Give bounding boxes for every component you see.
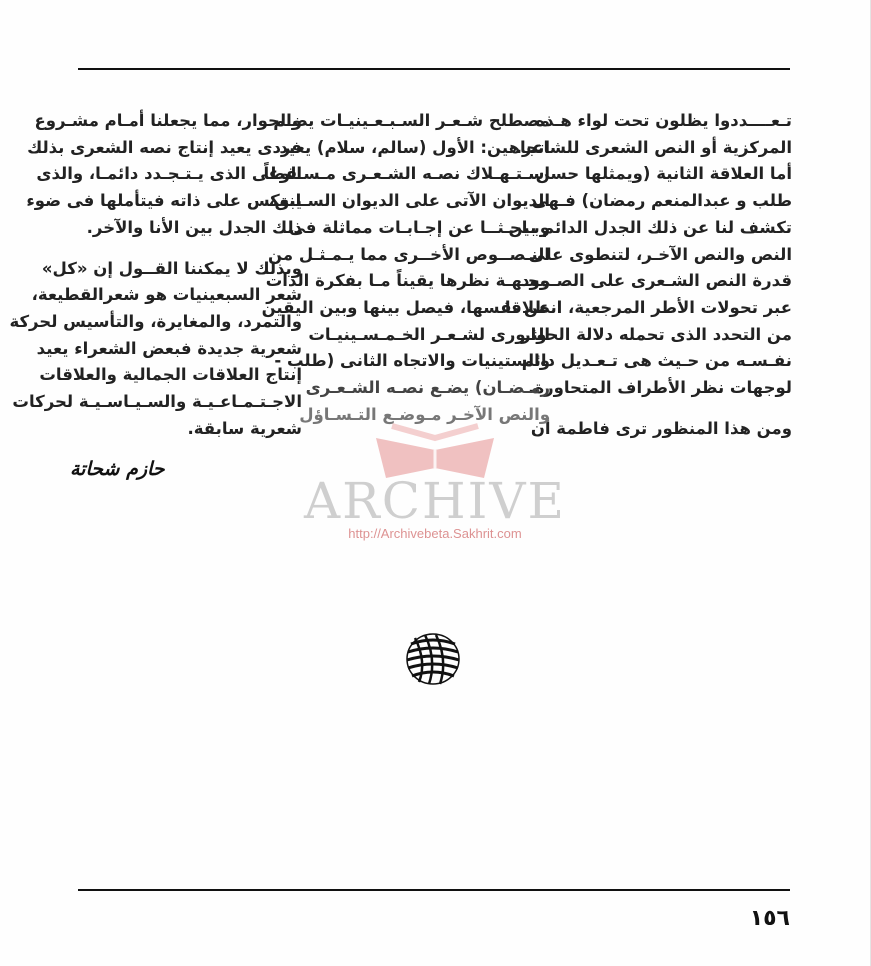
text-line: ذلك الجدل بين الأنا والآخر. <box>86 217 302 237</box>
ornament-emblem-icon <box>405 632 461 686</box>
text-line: وبـاحـثــا عن إجـابـات مماثلة فى <box>288 217 550 237</box>
text-line: اسـتـهـلاك نصـه الشـعـرى مـسـقطاً <box>263 164 550 184</box>
text-line: فردى يعيد إنتاج نصه الشعرى بذلك <box>27 137 302 157</box>
text-line: وبذلك لا يمكننا القــول إن «كل» <box>41 258 302 278</box>
text-line: من التحدد الذى تحمله دلالة الحوار <box>521 324 792 344</box>
text-line: ينعكس على ذاته فيتأملها فى ضوء <box>26 191 302 211</box>
paragraph-start: ومن هذا المنظور ترى فاطمة أن <box>530 418 792 438</box>
text-line: والنص الآخـر مـوضـع التـسـاؤل <box>299 404 550 424</box>
text-line: والستينيات والاتجاه الثانى (طلب - <box>274 351 550 371</box>
text-column-middle <box>261 108 550 428</box>
watermark-url: http://Archivebeta.Sakhrit.com <box>348 526 522 541</box>
text-line: مصطلح شـعـر السـبـعـينيـات يضـم <box>273 111 550 130</box>
text-line: أما العلاقة الثانية (ويمثلها حسن <box>535 164 792 184</box>
archive-watermark <box>300 420 570 560</box>
text-line: عبر تحولات الأطر المرجعية، انطلاقا <box>504 297 792 317</box>
text-line: الديوان الآتى على الديوان السـابق، <box>268 191 550 211</box>
text-line: الوعى الذى يـتـجـدد دائمـا، والذى <box>36 164 302 184</box>
author-signature: حازم شحاتة <box>70 458 165 480</box>
text-line: عن نفسها، فيصل بينها وبين اليقين <box>261 297 550 317</box>
text-line: طلب و عبدالمنعم رمضان) فـهى <box>531 191 792 211</box>
text-line: والحوار، مما يجعلنا أمـام مشـروع <box>34 111 302 130</box>
text-line: النـصــوص الأخــرى مما يـمـثـل من <box>268 244 550 264</box>
text-line: الاجـتـمـاعـيـة والسـيـاسـيـة لحركات <box>12 392 302 412</box>
text-line: قدرة النص الشـعرى على الصـمود <box>521 271 792 291</box>
text-line: تـعــــددوا يظلون تحت لواء هـذه <box>535 111 792 130</box>
text-line: شعرية جديدة فبعض الشعراء يعيد <box>36 338 302 358</box>
page-number: ١٥٦ <box>749 906 790 931</box>
book-logo-icon <box>372 420 498 480</box>
text-line: شعرية سابقة. <box>187 418 302 438</box>
text-line: المركزية أو النص الشعرى للشاعر. <box>515 137 792 157</box>
text-line: والتمرد، والمغايرة، والتأسيس لحركة <box>9 311 302 331</box>
text-line: نفـسـه من حـيث هى تـعـديل دائم <box>521 351 792 371</box>
bottom-rule <box>78 889 790 891</box>
text-column-left <box>9 108 302 442</box>
text-line: النص والنص الآخـر، لتنطوى على <box>528 244 792 264</box>
text-line: وجـهـة نظرها يقيناً مـا بفكرة الذات <box>265 271 550 291</box>
text-line: إنتاج العلاقات الجمالية والعلاقات <box>39 365 302 385</box>
text-line: تكشف لنا عن ذلك الجدل الدائم بين <box>508 217 792 237</box>
text-line: شعر السبعينيات هو شعرالقطيعة، <box>31 285 302 305</box>
text-line: رمـضـان) يضـع نصـه الشـعـرى <box>305 378 550 398</box>
watermark-title: ARCHIVE <box>304 472 566 530</box>
text-line: الثـورى لشـعـر الخـمـسـينيـات <box>308 324 550 344</box>
text-line: اتجاهين: الأول (سالم، سلام) يعيد <box>279 137 550 157</box>
text-line: لوجهات نظر الأطراف المتحاورة. <box>528 378 792 398</box>
text-column-right <box>504 108 792 442</box>
top-rule <box>78 68 790 70</box>
